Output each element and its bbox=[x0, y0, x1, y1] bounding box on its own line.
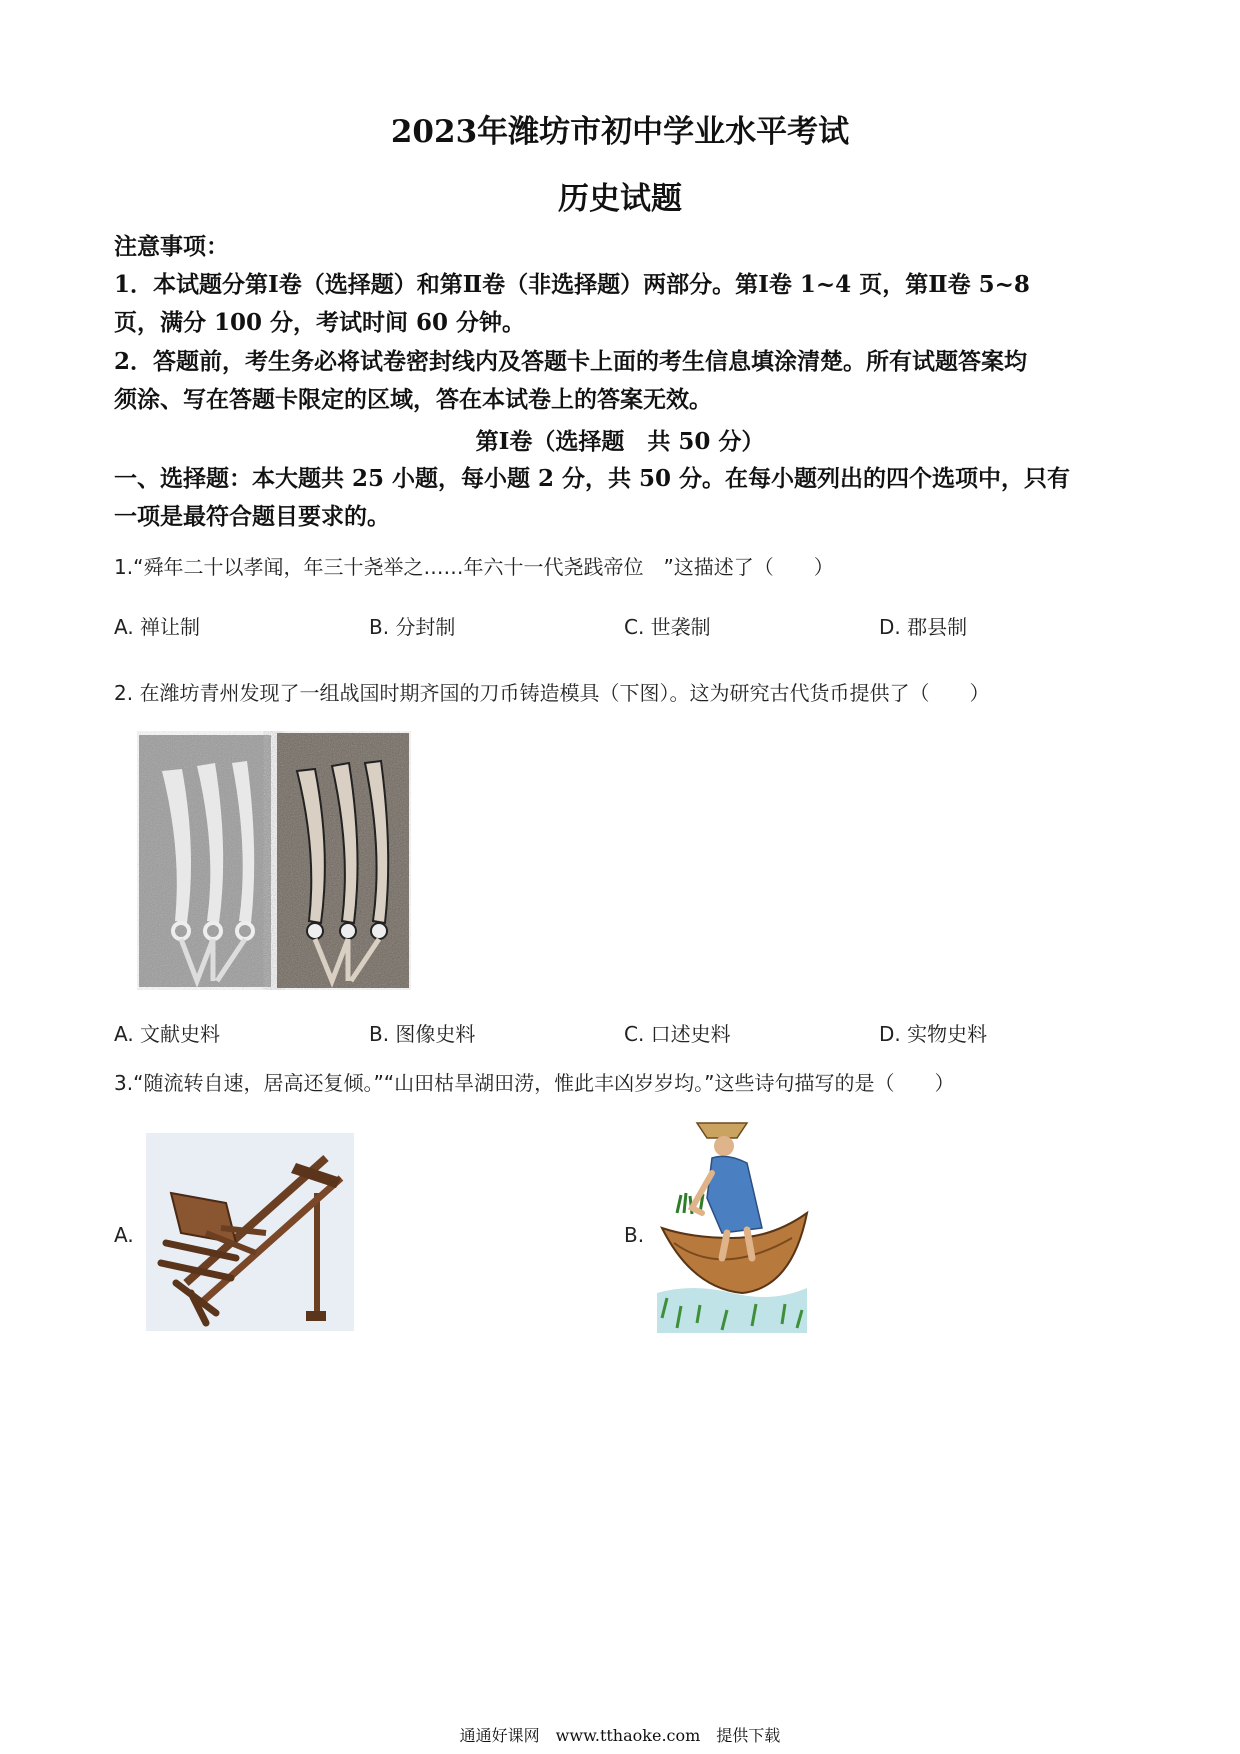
question-1-stem: 1.“舜年二十以孝闻，年三十尧举之……年六十一代尧践帝位 ”这描述了（ ） bbox=[114, 555, 834, 579]
question-3-option-a-label: A. bbox=[114, 1223, 134, 1247]
question-3-option-b-label: B. bbox=[624, 1223, 645, 1247]
question-2-option-c: C. 口述史料 bbox=[624, 1022, 731, 1046]
exam-subtitle: 历史试题 bbox=[558, 181, 682, 217]
rice-transplanting-boat-illustration bbox=[652, 1118, 812, 1340]
question-2-option-a: A. 文献史料 bbox=[114, 1022, 221, 1046]
notice-item-1-line-2: 页，满分 100 分，考试时间 60 分钟。 bbox=[114, 309, 526, 336]
question-2-option-b: B. 图像史料 bbox=[369, 1022, 476, 1046]
section-title: 第Ⅰ卷（选择题 共 50 分） bbox=[475, 428, 765, 455]
page-footer: 通通好课网 www.tthaoke.com 提供下载 bbox=[459, 1726, 781, 1745]
section-instruction-line-2: 一项是最符合题目要求的。 bbox=[114, 503, 390, 530]
notice-item-2-line-2: 须涂、写在答题卡限定的区域，答在本试卷上的答案无效。 bbox=[114, 386, 712, 413]
question-2-stem: 2. 在潍坊青州发现了一组战国时期齐国的刀币铸造模具（下图）。这为研究古代货币提供了（ ） bbox=[114, 681, 990, 705]
coin-mold-photo bbox=[137, 731, 411, 990]
question-1-option-c: C. 世袭制 bbox=[624, 615, 711, 639]
question-1-option-b: B. 分封制 bbox=[369, 615, 456, 639]
exam-title: 2023年潍坊市初中学业水平考试 bbox=[390, 114, 850, 150]
question-3-stem: 3.“随流转自速，居高还复倾。”“山田枯旱湖田涝，惟此丰凶岁岁均。”这些诗句描写的是（ ） bbox=[114, 1071, 955, 1095]
waterwheel-illustration bbox=[146, 1133, 354, 1331]
notice-item-1-line-1: 1．本试题分第Ⅰ卷（选择题）和第Ⅱ卷（非选择题）两部分。第Ⅰ卷 1~4 页，第Ⅱ卷 5~8 bbox=[114, 271, 1030, 298]
question-1-option-a: A. 禅让制 bbox=[114, 615, 201, 639]
notice-heading: 注意事项： bbox=[114, 233, 229, 260]
question-2-option-d: D. 实物史料 bbox=[879, 1022, 988, 1046]
question-1-option-d: D. 郡县制 bbox=[879, 615, 968, 639]
section-instruction-line-1: 一、选择题：本大题共 25 小题，每小题 2 分，共 50 分。在每小题列出的四个选项中，只有 bbox=[114, 465, 1071, 492]
notice-item-2-line-1: 2．答题前，考生务必将试卷密封线内及答题卡上面的考生信息填涂清楚。所有试题答案均 bbox=[114, 348, 1028, 375]
